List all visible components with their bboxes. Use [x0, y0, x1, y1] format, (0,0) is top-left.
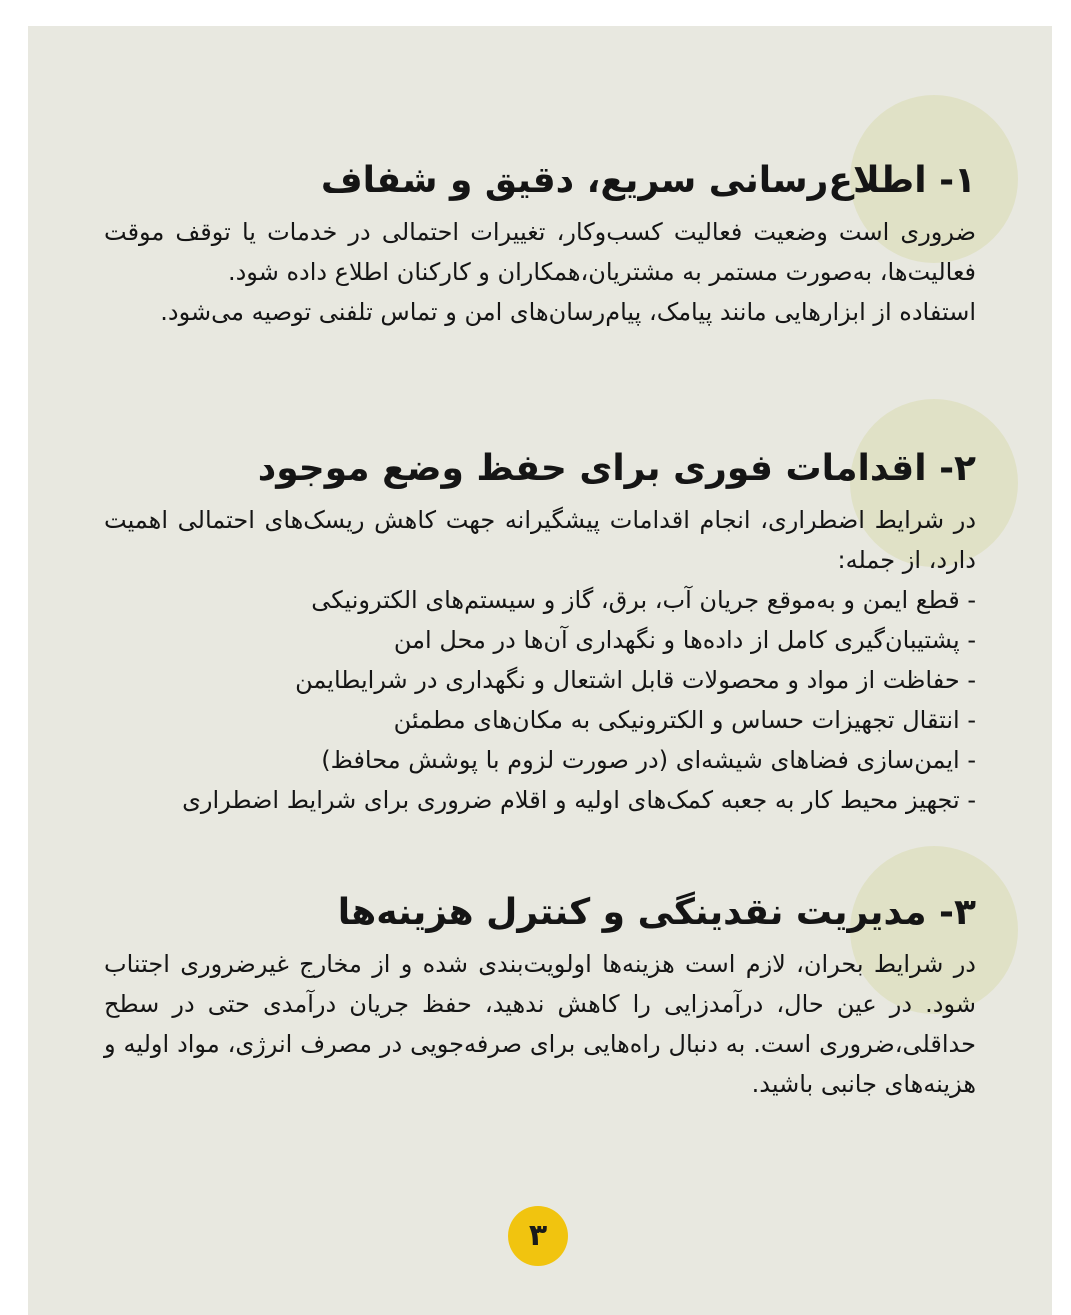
- list-item: - قطع ایمن و به‌موقع جریان آب، برق، گاز و سیستم‌های الکترونیکی: [311, 586, 976, 614]
- page-number-badge: ۳: [508, 1206, 568, 1266]
- list-item: - ایمن‌سازی فضاهای شیشه‌ای (در صورت لزوم با پوشش محافظ): [321, 746, 976, 774]
- list-item: - پشتیبان‌گیری کامل از داده‌ها و نگهداری آن‌ها در محل امن: [393, 626, 976, 654]
- list-item: - تجهیز محیط کار به جعبه کمک‌های اولیه و اقلام ضروری برای شرایط اضطراری: [182, 786, 976, 814]
- section-paragraph: استفاده از ابزارهایی مانند پیامک، پیام‌رسان‌های امن و تماس تلفنی توصیه می‌شود.: [160, 298, 976, 326]
- measures-list: [104, 580, 976, 820]
- section-2: [104, 444, 976, 820]
- list-item: - حفاظت از مواد و محصولات قابل اشتعال و نگهداری در شرایطایمن: [295, 666, 976, 694]
- list-item: - انتقال تجهیزات حساس و الکترونیکی به مکان‌های مطمئن: [393, 706, 976, 734]
- document-page: [28, 26, 1052, 1315]
- section-heading: ۳- مدیریت نقدینگی و کنترل هزینه‌ها: [337, 892, 976, 933]
- section-paragraph: در شرایط بحران، لازم است هزینه‌ها اولویت‌بندی شده و از مخارج غیرضروری اجتناب شود. در عین حال، درآمدزایی را کاهش ندهید، حفظ جریان درآمدی حتی در سطح حداقلی،ضروری است. به دنبال راه‌هایی برای صرفه‌جویی در مصرف انرژی، مواد اولیه و هزینه‌های جانبی باشید.: [104, 950, 976, 1098]
- section-heading: ۱- اطلاع‌رسانی سریع، دقیق و شفاف: [320, 160, 976, 201]
- section-paragraph: ضروری است وضعیت فعالیت کسب‌وکار، تغییرات احتمالی در خدمات یا توقف موقت فعالیت‌ها، به‌صورت مستمر به مشتریان،همکاران و کارکنان اطلاع داده شود.: [104, 218, 976, 286]
- section-1: [104, 156, 976, 332]
- section-3: [104, 888, 976, 1104]
- section-heading: ۲- اقدامات فوری برای حفظ وضع موجود: [257, 448, 976, 489]
- section-intro: در شرایط اضطراری، انجام اقدامات پیشگیرانه جهت کاهش ریسک‌های احتمالی اهمیت دارد، از جمله:: [104, 506, 976, 574]
